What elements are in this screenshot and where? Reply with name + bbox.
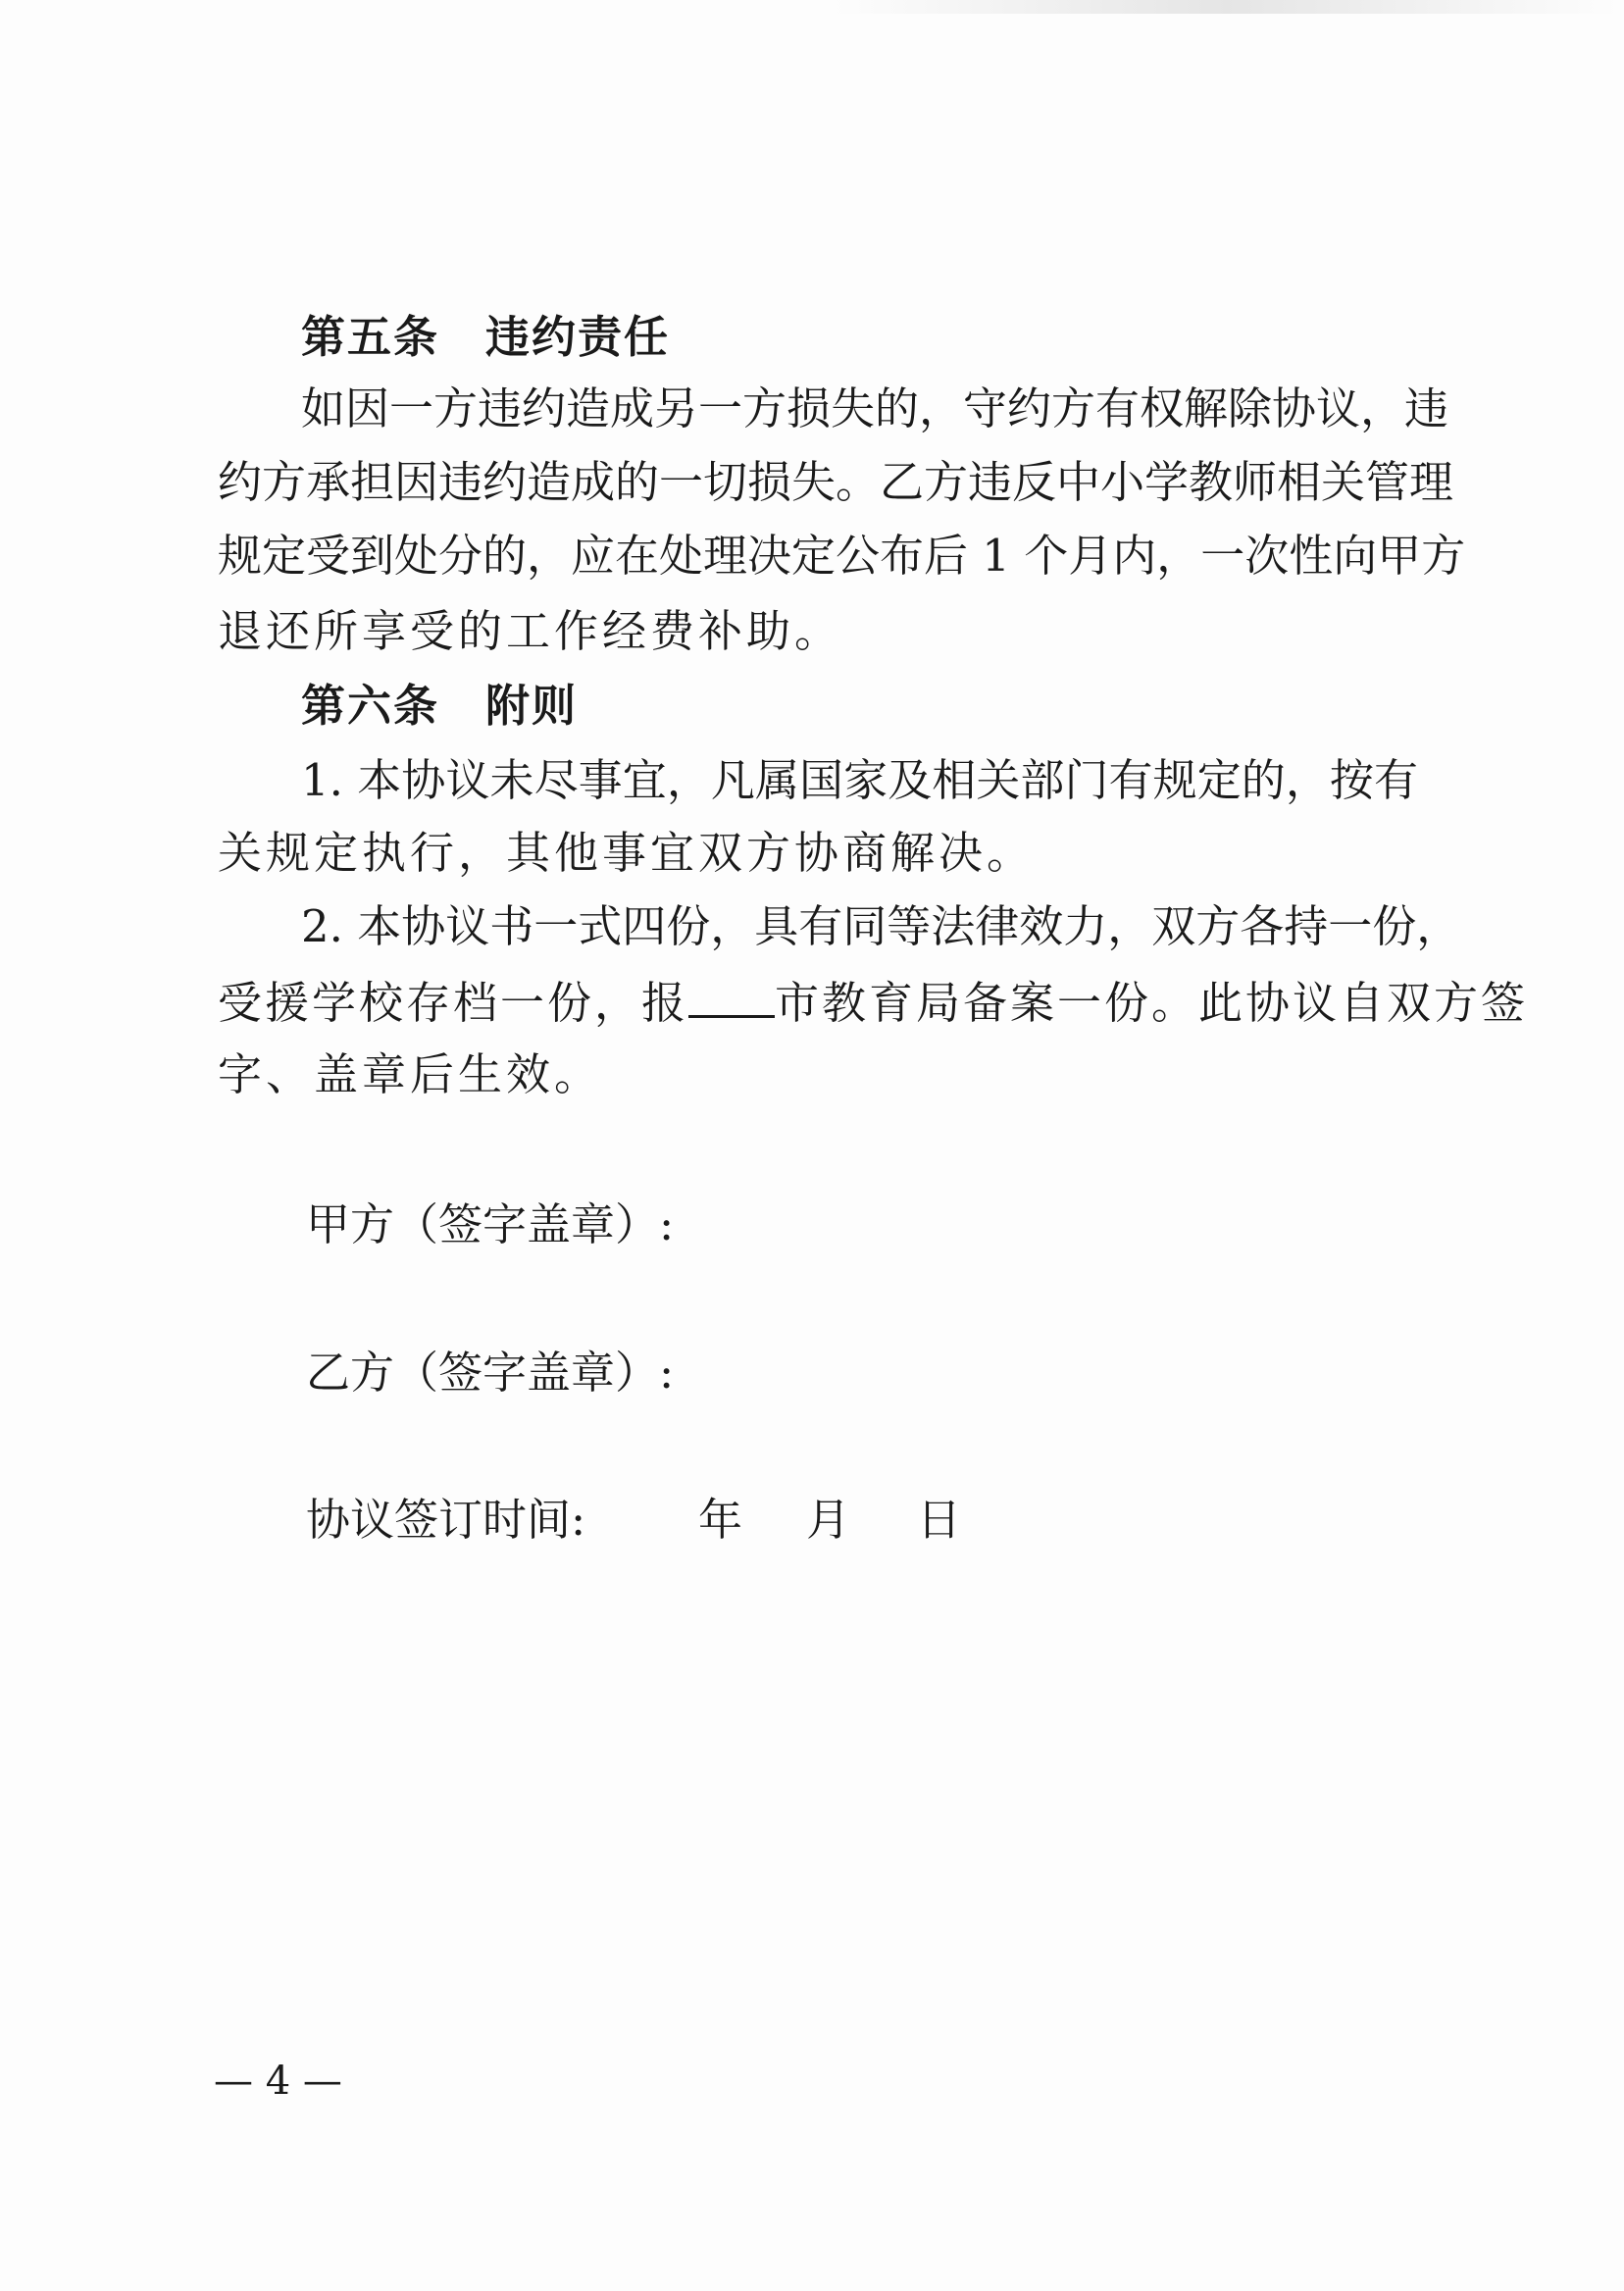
date-day: 日: [917, 1494, 962, 1546]
scan-artifact: [834, 0, 1618, 14]
article-6-item-2-line-2-after: 市教育局备案一份。此协议自双方签: [775, 977, 1529, 1029]
article-6-heading: 第六条 附则: [301, 680, 579, 732]
article-6-item-2-line-3: 字、盖章后生效。: [218, 1048, 603, 1100]
party-b-signature-label: 乙方（签字盖章）:: [306, 1347, 675, 1399]
agreement-date-label: 协议签订时间:: [306, 1494, 586, 1546]
date-month: 月: [806, 1494, 851, 1546]
article-6-item-1-line-2: 关规定执行，其他事宜双方协商解决。: [218, 827, 1036, 879]
article-5-line-2: 约方承担因违约造成的一切损失。乙方违反中小学教师相关管理: [218, 456, 1454, 508]
city-blank-field: [688, 972, 775, 1018]
article-5-line-4: 退还所享受的工作经费补助。: [218, 605, 843, 657]
article-5-line-1: 如因一方违约造成另一方损失的，守约方有权解除协议，违: [301, 382, 1449, 434]
article-6-item-2-line-2-before: 受援学校存档一份，报: [218, 977, 689, 1029]
party-a-signature-label: 甲方（签字盖章）:: [306, 1198, 675, 1250]
article-6-item-2-line-2: [218, 972, 1529, 1033]
article-5-heading: 第五条 违约责任: [301, 311, 671, 363]
article-6-item-1-line-1: 1. 本协议未尽事宜，凡属国家及相关部门有规定的，按有: [301, 754, 1418, 806]
article-6-item-2-line-1: 2. 本协议书一式四份，具有同等法律效力，双方各持一份，: [301, 900, 1461, 952]
date-year: 年: [698, 1494, 743, 1546]
article-5-line-3: 规定受到处分的，应在处理决定公布后 1 个月内，一次性向甲方: [218, 530, 1466, 582]
page-number: — 4 —: [214, 2059, 342, 2104]
